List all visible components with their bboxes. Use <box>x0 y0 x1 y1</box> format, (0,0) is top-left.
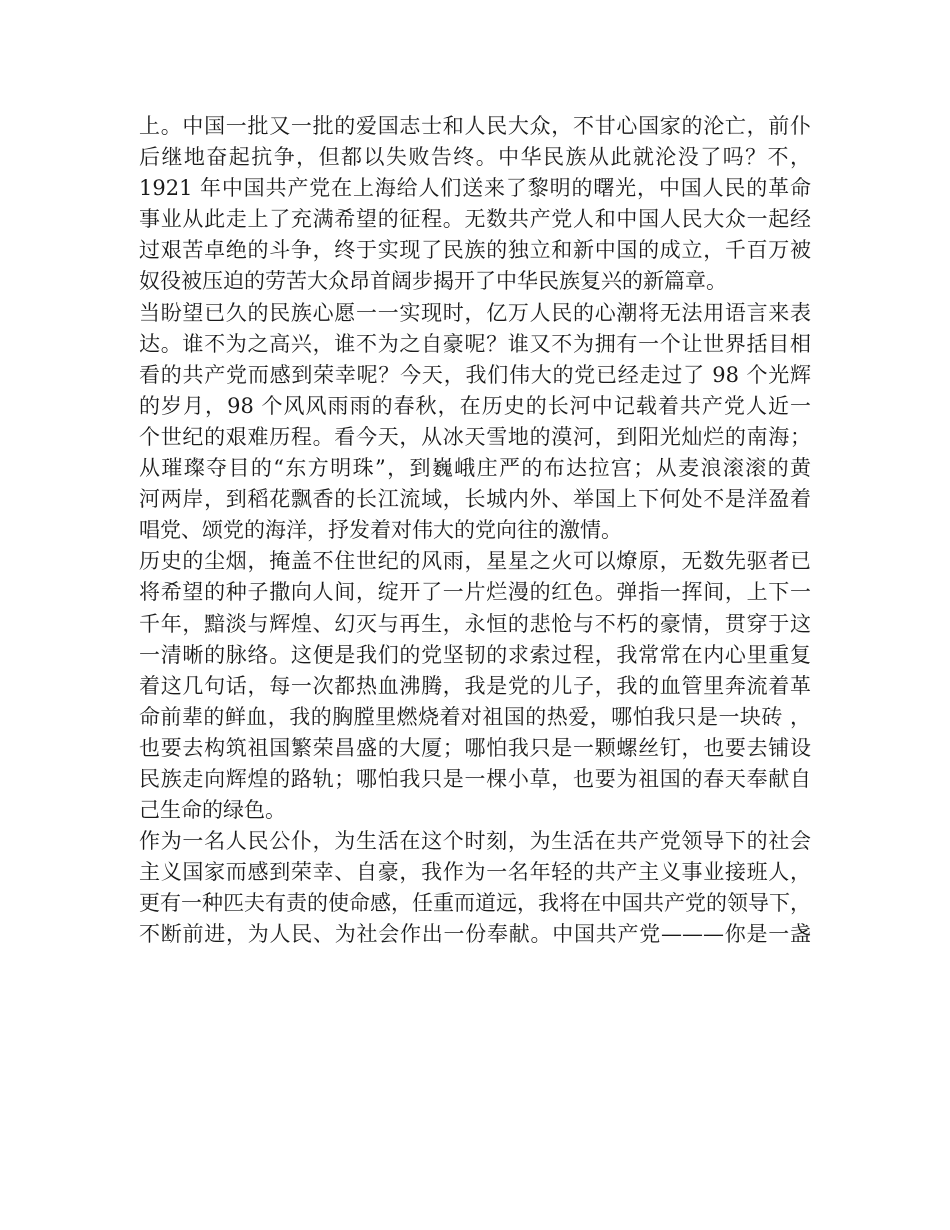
text-line: 命前辈的鲜血，我的胸膛里燃烧着对祖国的热爱，哪怕我只是一块砖 ， <box>139 704 811 729</box>
text-line: 当盼望已久的民族心愿一一实现时，亿万人民的心潮将无法用语言来表 <box>139 300 811 325</box>
text-line: 过艰苦卓绝的斗争，终于实现了民族的独立和新中国的成立，千百万被 <box>139 238 811 263</box>
text-line: 历史的尘烟，掩盖不住世纪的风雨，星星之火可以燎原，无数先驱者已 <box>139 549 811 574</box>
text-line: 着这几句话，每一次都热血沸腾，我是党的儿子，我的血管里奔流着革 <box>139 673 811 698</box>
text-line: 一清晰的脉络。这便是我们的党坚韧的求索过程，我常常在内心里重复 <box>139 642 811 667</box>
text-line: 将希望的种子撒向人间，绽开了一片烂漫的红色。弹指一挥间，上下一 <box>139 580 811 605</box>
text-line: 主义国家而感到荣幸、自豪，我作为一名年轻的共产主义事业接班人， <box>139 860 811 885</box>
text-line: 从璀璨夺目的“东方明珠”，到巍峨庄严的布达拉宫；从麦浪滚滚的黄 <box>139 456 811 481</box>
text-line: 后继地奋起抗争，但都以失败告终。中华民族从此就沦没了吗？不， <box>139 145 811 170</box>
text-line: 看的共产党而感到荣幸呢？今天，我们伟大的党已经走过了 98 个光辉 <box>139 362 811 387</box>
paragraph-end-line: 己生命的绿色。 <box>139 798 286 823</box>
text-line: 事业从此走上了充满希望的征程。无数共产党人和中国人民大众一起经 <box>139 207 811 232</box>
text-line: 作为一名人民公仆，为生活在这个时刻，为生活在共产党领导下的社会 <box>139 829 811 854</box>
text-line: 1921 年中国共产党在上海给人们送来了黎明的曙光，中国人民的革命 <box>139 176 811 201</box>
text-line: 也要去构筑祖国繁荣昌盛的大厦；哪怕我只是一颗螺丝钉，也要去铺设 <box>139 735 811 760</box>
body-text <box>139 111 829 951</box>
text-line: 民族走向辉煌的路轨；哪怕我只是一棵小草，也要为祖国的春天奉献自 <box>139 766 811 791</box>
text-line: 河两岸，到稻花飘香的长江流域，长城内外、举国上下何处不是洋盈着 <box>139 487 811 512</box>
text-line: 的岁月，98 个风风雨雨的春秋，在历史的长河中记载着共产党人近一 <box>139 393 811 418</box>
text-line: 上。中国一批又一批的爱国志士和人民大众，不甘心国家的沦亡，前仆 <box>139 114 811 138</box>
text-line: 更有一种匹夫有责的使命感，任重而道远，我将在中国共产党的领导下， <box>139 891 811 916</box>
text-line: 不断前进，为人民、为社会作出一份奉献。中国共产党———你是一盏 <box>139 922 811 947</box>
text-line: 达。谁不为之高兴，谁不为之自豪呢？谁又不为拥有一个让世界括目相 <box>139 331 811 356</box>
text-line: 个世纪的艰难历程。看今天，从冰天雪地的漠河，到阳光灿烂的南海； <box>139 424 811 449</box>
paragraph-end-line: 唱党、颂党的海洋，抒发着对伟大的党向往的激情。 <box>139 518 622 543</box>
paragraph-end-line: 奴役被压迫的劳苦大众昂首阔步揭开了中华民族复兴的新篇章。 <box>139 269 727 294</box>
text-line: 千年，黯淡与辉煌、幻灭与再生，永恒的悲怆与不朽的豪情，贯穿于这 <box>139 611 811 636</box>
